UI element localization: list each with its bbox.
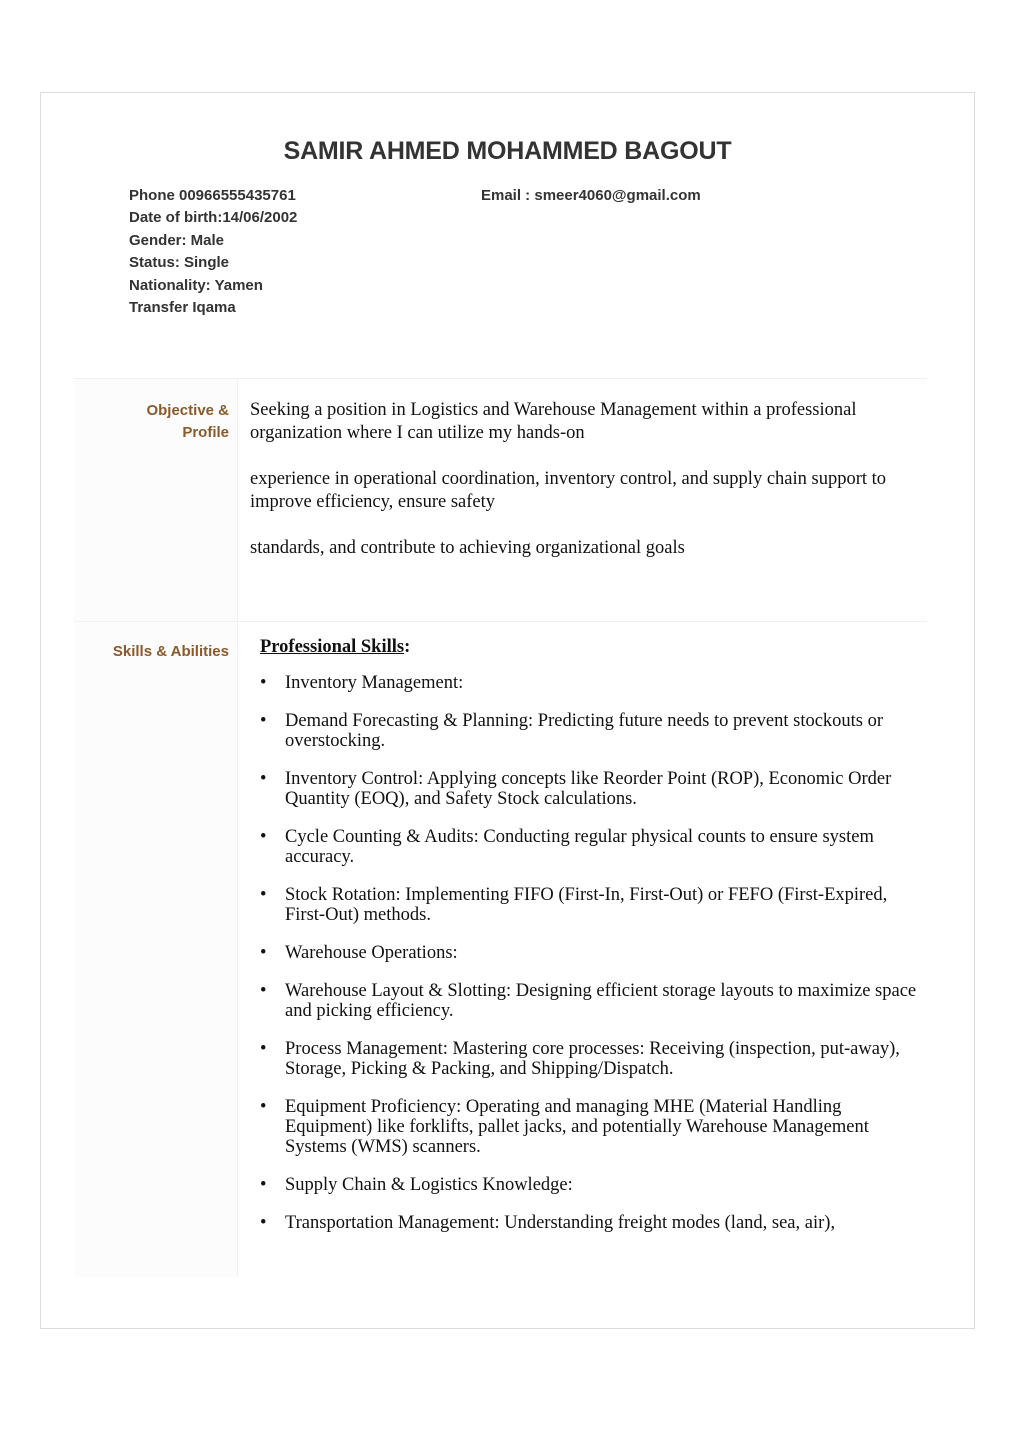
skills-body (250, 636, 919, 1251)
skill-text: Supply Chain & Logistics Knowledge: (285, 1175, 573, 1195)
bullet-icon: • (260, 1097, 267, 1117)
skill-item (250, 885, 919, 925)
skill-text: Warehouse Operations: (285, 943, 458, 963)
skill-item (250, 827, 919, 867)
skill-item (250, 1039, 919, 1079)
skills-label: Skills & Abilities (74, 622, 238, 1277)
contact-details (129, 185, 297, 319)
marital-status: Status: Single (129, 254, 230, 272)
skill-item (250, 769, 919, 809)
skill-item (250, 1213, 919, 1233)
skill-text: Cycle Counting & Audits: Conducting regular physical counts to ensure system accuracy. (285, 827, 874, 867)
objective-section (74, 378, 927, 622)
bullet-icon: • (260, 673, 267, 693)
objective-text (250, 399, 919, 583)
skills-section (74, 621, 927, 1277)
skill-text: Inventory Control: Applying concepts like Reorder Point (ROP), Economic Order Quantity (EOQ), and Safety Stock calculations. (285, 769, 892, 809)
bullet-icon: • (260, 885, 267, 905)
skills-heading (260, 636, 919, 659)
bullet-icon: • (260, 1039, 267, 1059)
bullet-icon: • (260, 1213, 267, 1233)
paragraph: Seeking a position in Logistics and Warehouse Management within a professional organization where I can utilize my hands-on (250, 400, 857, 443)
skill-item (250, 1097, 919, 1157)
date-of-birth: Date of birth:14/06/2002 (129, 209, 298, 227)
skill-text: Process Management: Mastering core processes: Receiving (inspection, put-away), Storage, Picking & Packing, and Shipping/Dispatch. (285, 1039, 900, 1079)
skill-item (250, 711, 919, 751)
skill-text: Equipment Proficiency: Operating and managing MHE (Material Handling Equipment) like forklifts, pallet jacks, and potentially Warehouse Management Systems (WMS) scanners. (285, 1097, 869, 1157)
skill-item (250, 673, 919, 693)
iqama-status: Transfer Iqama (129, 299, 236, 317)
phone: Phone 00966555435761 (129, 187, 296, 204)
nationality: Nationality: Yamen (129, 276, 263, 294)
label-line: Objective & (146, 402, 229, 419)
skill-text: Demand Forecasting & Planning: Predicting future needs to prevent stockouts or overstocking. (285, 711, 884, 751)
skill-text: Inventory Management: (285, 673, 464, 693)
skill-text: Transportation Management: Understanding freight modes (land, sea, air), (285, 1213, 836, 1233)
heading-text: Professional Skills (260, 637, 405, 657)
bullet-icon: • (260, 1175, 267, 1195)
bullet-icon: • (260, 711, 267, 731)
paragraph: experience in operational coordination, inventory control, and supply chain support to improve efficiency, ensure safety (250, 469, 887, 512)
email: Email : smeer4060@gmail.com (481, 187, 701, 204)
label-line: Profile (182, 424, 229, 441)
heading-colon: : (404, 637, 411, 657)
skill-item (250, 943, 919, 963)
paragraph: standards, and contribute to achieving organizational goals (250, 538, 685, 558)
skill-text: Warehouse Layout & Slotting: Designing efficient storage layouts to maximize space and picking efficiency. (285, 981, 917, 1021)
skill-item (250, 1175, 919, 1195)
bullet-icon: • (260, 827, 267, 847)
objective-label (74, 379, 238, 622)
skills-list (250, 673, 919, 1233)
skill-text: Stock Rotation: Implementing FIFO (First-In, First-Out) or FEFO (First-Expired, First-Out) methods. (285, 885, 888, 925)
bullet-icon: • (260, 769, 267, 789)
gender: Gender: Male (129, 231, 225, 249)
bullet-icon: • (260, 943, 267, 963)
resume-page (40, 92, 975, 1329)
candidate-name: SAMIR AHMED MOHAMMED BAGOUT (283, 137, 732, 165)
bullet-icon: • (260, 981, 267, 1001)
skill-item (250, 981, 919, 1021)
